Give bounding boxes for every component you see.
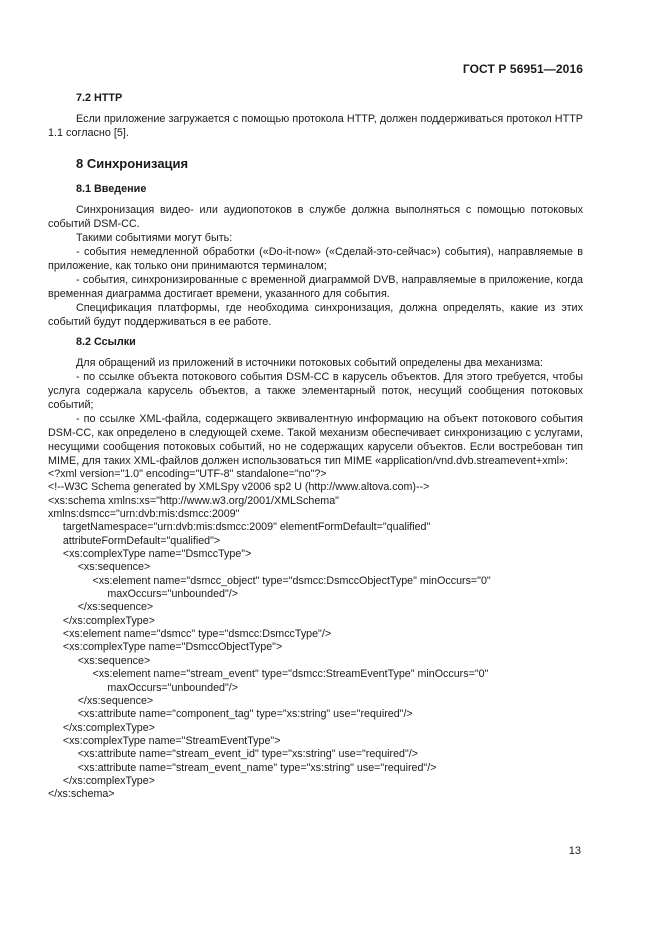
code-line: </xs:complexType>	[48, 774, 155, 787]
code-line: xmlns:dsmcc="urn:dvb:mis:dsmcc:2009"	[48, 508, 240, 521]
section-8-1-paragraph-2: Такими событиями могут быть:	[76, 232, 233, 244]
code-line: <!--W3C Schema generated by XMLSpy v2006 sp2 U (http://www.altova.com)-->	[48, 481, 430, 494]
code-line: <xs:attribute name="stream_event_name" type="xs:string" use="required"/>	[48, 761, 437, 774]
document-body	[48, 91, 583, 802]
page-number: 13	[568, 845, 581, 857]
section-7-2-heading: 7.2 HTTP	[76, 92, 123, 104]
code-line: <xs:attribute name="component_tag" type="xs:string" use="required"/>	[48, 708, 413, 721]
section-8-heading: 8 Синхронизация	[76, 156, 189, 171]
code-line: targetNamespace="urn:dvb:mis:dsmcc:2009" elementFormDefault="qualified"	[48, 521, 431, 534]
code-line: </xs:complexType>	[48, 721, 155, 734]
code-line: <xs:complexType name="DsmccObjectType">	[48, 641, 283, 654]
code-line: <xs:schema xmlns:xs="http://www.w3.org/2001/XMLSchema"	[48, 494, 339, 507]
code-line: <xs:sequence>	[48, 654, 151, 667]
code-line: <?xml version="1.0" encoding="UTF-8" standalone="no"?>	[48, 468, 327, 480]
section-8-1-paragraph-3: - события немедленной обработки («Do-it-now» («Сделай-это-сейчас») события), направляемые в приложение, как только они принимаются терминалом;	[48, 246, 583, 272]
code-line: <xs:complexType name="StreamEventType">	[48, 734, 281, 747]
section-8-2-paragraph-2: - по ссылке объекта потокового события DSM-CC в карусель объектов. Для этого требуется, чтобы услуга содержала карусель объектов, а также элементарный поток, несущий сообщения потоковых событий;	[48, 371, 583, 411]
section-8-2-paragraph-3: - по ссылке XML-файла, содержащего эквивалентную информацию на объект потокового события DSM-CC, как определено в следующей схеме. Такой механизм обеспечивает синхронизацию с услугами, несущими сообщения потоковых событий, но не содержащих карусели объектов. Если востребован тип MIME, для таких XML-файлов должен использоваться тип MIME «application/vnd.dvb.streamevent+xml»:	[48, 413, 583, 467]
section-8-1-paragraph-5: Спецификация платформы, где необходима синхронизация, должна определять, какие из этих событий будут поддерживаться в ее работе.	[48, 302, 583, 328]
code-line: <xs:element name="dsmcc" type="dsmcc:DsmccType"/>	[48, 628, 332, 641]
xml-schema-code	[48, 468, 583, 802]
code-line: <xs:element name="dsmcc_object" type="dsmcc:DsmccObjectType" minOccurs="0"	[48, 574, 491, 587]
code-line: <xs:sequence>	[48, 561, 151, 574]
code-line: </xs:schema>	[48, 788, 115, 801]
code-line: attributeFormDefault="qualified">	[48, 534, 221, 547]
section-8-1-heading: 8.1 Введение	[76, 183, 147, 195]
section-8-1-paragraph-1: Синхронизация видео- или аудиопотоков в службе должна выполняться с помощью потоковых событий DSM-CC.	[48, 204, 583, 230]
code-line: </xs:sequence>	[48, 694, 154, 707]
section-8-1-paragraph-4: - события, синхронизированные с временной диаграммой DVB, направляемые в приложение, когда временная диаграмма достигает времени, указанного для события.	[48, 274, 583, 300]
section-8-2-heading: 8.2 Ссылки	[76, 336, 136, 348]
code-line: <xs:element name="stream_event" type="dsmcc:StreamEventType" minOccurs="0"	[48, 668, 489, 681]
section-7-2-paragraph: Если приложение загружается с помощью протокола HTTP, должен поддерживаться протокол HTTP 1.1 согласно [5].	[48, 113, 583, 139]
standard-number: ГОСТ Р 56951—2016	[462, 62, 583, 76]
code-line: maxOccurs="unbounded"/>	[48, 681, 238, 694]
code-line: <xs:attribute name="stream_event_id" type="xs:string" use="required"/>	[48, 748, 418, 761]
code-line: maxOccurs="unbounded"/>	[48, 588, 238, 601]
code-line: </xs:complexType>	[48, 614, 155, 627]
section-8-2-paragraph-1: Для обращений из приложений в источники потоковых событий определены два механизма:	[76, 357, 544, 369]
code-line: <xs:complexType name="DsmccType">	[48, 548, 252, 561]
code-line: </xs:sequence>	[48, 601, 154, 614]
